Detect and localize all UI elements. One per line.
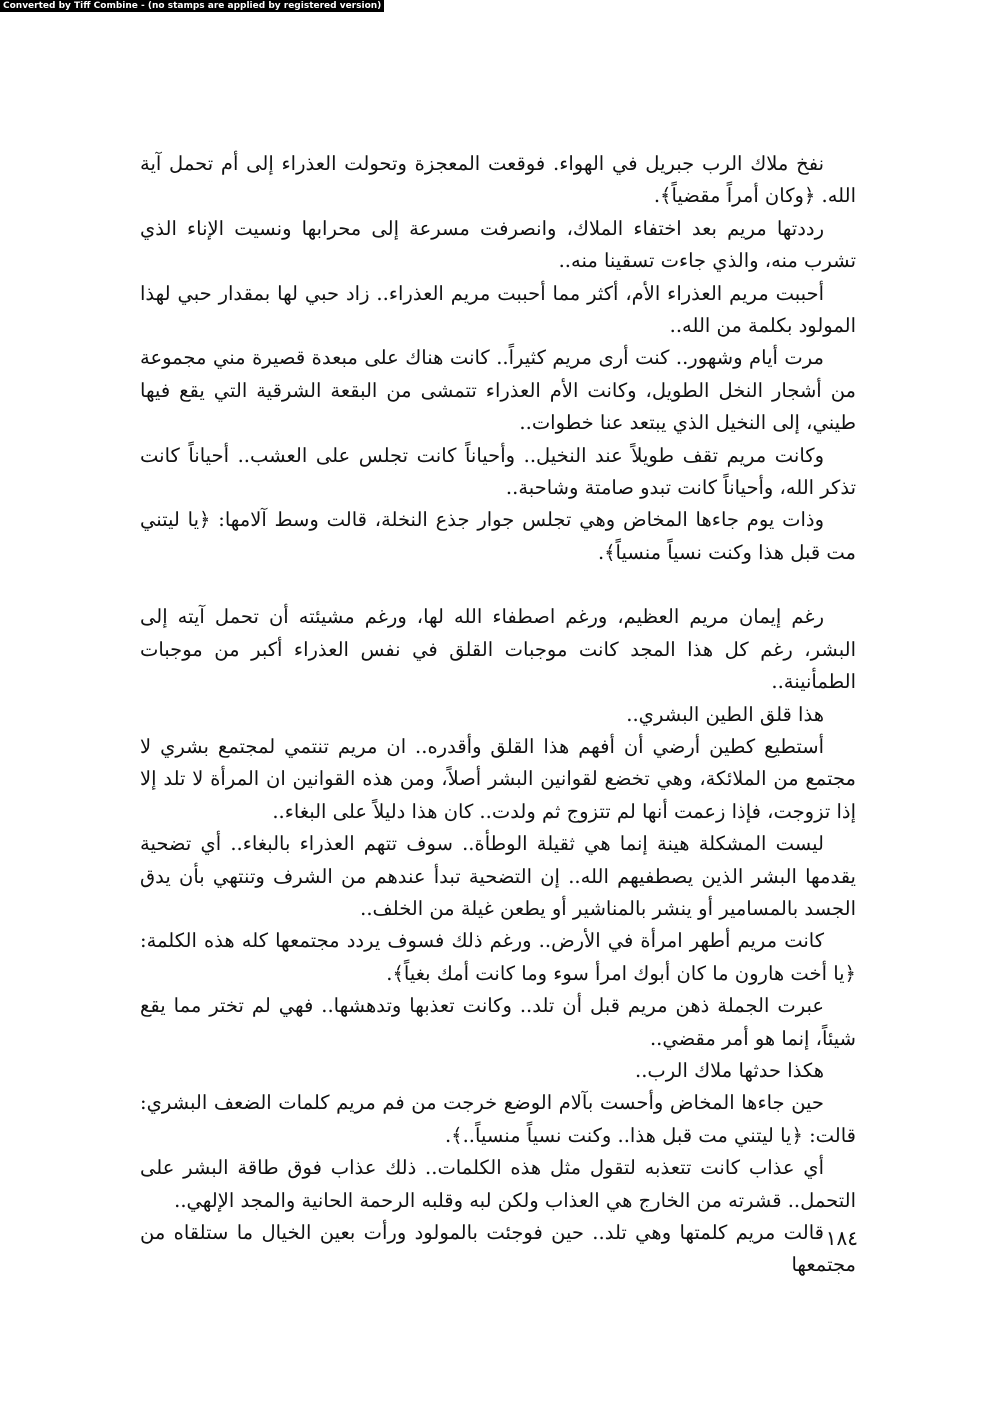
paragraph: مرت أيام وشهور.. كنت أرى مريم كثيراً.. كانت هناك على مبعدة قصيرة مني مجموعة من أشجار النخل الطويل، وكانت الأم العذراء تتمشى من البقعة الشرقية التي يقع فيها طيني، إلى النخيل الذي يبتعد عنا خطوات.. [140,346,856,435]
converter-banner: Converted by Tiff Combine - (no stamps are applied by registered version) [0,0,384,12]
paragraph: ليست المشكلة هينة إنما هي ثقيلة الوطأة.. سوف تتهم العذراء بالبغاء.. أي تضحية يقدمها البشر الذين يصطفيهم الله.. إن التضحية تبدأ عندهم من الشرف وتنتهي بأن يدق الجسد بالمسامير أو ينشر بالمناشير أو يطعن غيلة من الخلف.. [140,832,856,920]
paragraph: عبرت الجملة ذهن مريم قبل أن تلد.. وكانت تعذبها وتدهشها.. فهي لم تختر مما يقع شيئاً، إنما هو أمر مقضي.. [140,994,856,1050]
paragraph: وذات يوم جاءها المخاض وهي تجلس جوار جذع النخلة، قالت وسط آلامها: ﴿يا ليتني مت قبل هذا وكنت نسياً منسياً﴾. [140,508,856,564]
paragraph: رغم إيمان مريم العظيم، ورغم اصطفاء الله لها، ورغم مشيئته أن تحمل آيته إلى البشر، رغم كل هذا المجد كانت موجبات القلق في نفس العذراء أكبر من موجبات الطمأنينة.. [140,605,856,694]
paragraph: رددتها مريم بعد اختفاء الملاك، وانصرفت مسرعة إلى محرابها ونسيت الإناء الذي تشرب منه، والذي جاءت تسقينا منه.. [140,216,856,273]
paragraph: نفخ ملاك الرب جبريل في الهواء. فوقعت المعجزة وتحولت العذراء إلى أم تحمل آية الله. ﴿وكان أمراً مقضياً﴾. [140,152,856,208]
section-break [140,569,856,601]
paragraph: كانت مريم أطهر امرأة في الأرض.. ورغم ذلك فسوف يردد مجتمعها كله هذه الكلمة: ﴿يا أخت هارون ما كان أبوك امرأ سوء وما كانت أمك بغياً﴾. [140,929,856,985]
paragraph: أستطيع كطين أرضي أن أفهم هذا القلق وأقدره.. ان مريم تنتمي لمجتمع بشري لا مجتمع من الملائكة، وهي تخضع لقوانين البشر أصلاً، ومن هذه القوانين ان المرأة لا تلد إلا إذا تزوجت، فإذا زعمت أنها لم تتزوج ثم ولدت.. كان هذا دليلاً على البغاء.. [140,734,856,823]
paragraph: هكذا حدثها ملاك الرب.. [635,1058,824,1082]
paragraph: حين جاءها المخاض وأحست بآلام الوضع خرجت من فم مريم كلمات الضعف البشري: قالت: ﴿يا ليتني مت قبل هذا.. وكنت نسياً منسياً..﴾. [140,1091,856,1147]
page-number: ١٨٤ [825,1226,858,1250]
paragraph: وكانت مريم تقف طويلاً عند النخيل.. وأحياناً كانت تجلس على العشب.. أحياناً كانت تذكر الله، وأحياناً كانت تبدو صامتة وشاحبة.. [140,443,856,500]
paragraph: أحببت مريم العذراء الأم، أكثر مما أحببت مريم العذراء.. زاد حبي لها بمقدار حبي لهذا المولود بكلمة من الله.. [140,281,856,338]
paragraph: قالت مريم كلمتها وهي تلد.. حين فوجئت بالمولود ورأت بعين الخيال ما ستلقاه من مجتمعها [140,1221,856,1277]
paragraph: أي عذاب كانت تتعذبه لتقول مثل هذه الكلمات.. ذلك عذاب فوق طاقة البشر على التحمل.. قشرته من الخارج هي العذاب ولكن لبه وقلبه الرحمة الحانية والمجد الإلهي.. [140,1156,856,1212]
page-body [140,148,856,1282]
paragraph: هذا قلق الطين البشري.. [626,702,824,726]
